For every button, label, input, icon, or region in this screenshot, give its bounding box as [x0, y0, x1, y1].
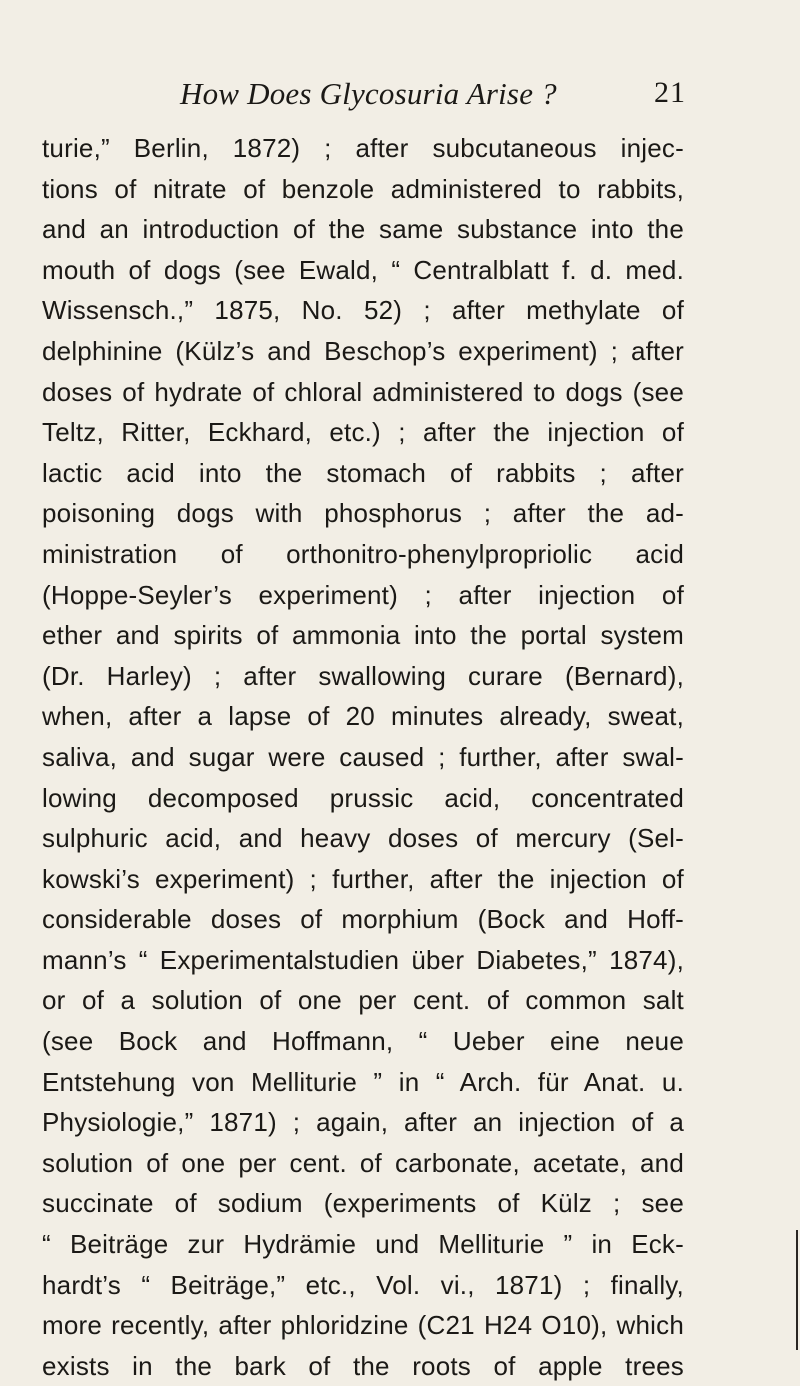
page-edge-shadow: [796, 1230, 798, 1350]
text-line: lactic acid into the stomach of rabbits ; after: [42, 457, 684, 488]
text-line: “ Beiträge zur Hydrämie und Melliturie ” in Eck-: [42, 1229, 684, 1260]
text-line: Teltz, Ritter, Eckhard, etc.) ; after the injection of: [42, 417, 684, 448]
text-line: (Dr. Harley) ; after swallowing curare (Bernard),: [42, 660, 684, 691]
text-line: (see Bock and Hoffmann, “ Ueber eine neue: [42, 1026, 684, 1057]
text-line: (Hoppe-Seyler’s experiment) ; after injection of: [42, 579, 684, 610]
text-line: delphinine (Külz’s and Beschop’s experiment) ; after: [42, 335, 684, 366]
text-line: Physiologie,” 1871) ; again, after an injection of a: [42, 1107, 684, 1138]
text-line: solution of one per cent. of carbonate, acetate, and: [42, 1147, 684, 1178]
page-header: [180, 76, 686, 112]
text-line: Wissensch.,” 1875, No. 52) ; after methylate of: [42, 295, 684, 326]
text-line: hardt’s “ Beiträge,” etc., Vol. vi., 1871) ; finally,: [42, 1269, 684, 1300]
running-title: How Does Glycosuria Arise ?: [180, 76, 557, 111]
page-number: 21: [654, 76, 686, 109]
text-line: poisoning dogs with phosphorus ; after the ad-: [42, 498, 684, 529]
text-line: considerable doses of morphium (Bock and Hoff-: [42, 904, 684, 935]
text-line: mouth of dogs (see Ewald, “ Centralblatt f. d. med.: [42, 254, 684, 285]
body-paragraph: [42, 128, 684, 1386]
text-line: doses of hydrate of chloral administered to dogs (see: [42, 376, 684, 407]
text-line: ether and spirits of ammonia into the portal system: [42, 620, 684, 651]
text-line: more recently, after phloridzine (C21 H24 O10), which: [42, 1310, 684, 1341]
text-line: when, after a lapse of 20 minutes already, sweat,: [42, 701, 684, 732]
text-line: ministration of orthonitro-phenylpropriolic acid: [42, 538, 684, 569]
text-line: saliva, and sugar were caused ; further, after swal-: [42, 741, 684, 772]
text-line: tions of nitrate of benzole administered to rabbits,: [42, 173, 684, 204]
text-line: mann’s “ Experimentalstudien über Diabetes,” 1874),: [42, 944, 684, 975]
text-line: exists in the bark of the roots of apple trees: [42, 1350, 684, 1381]
text-line: lowing decomposed prussic acid, concentrated: [42, 782, 684, 813]
text-line: Entstehung von Melliturie ” in “ Arch. für Anat. u.: [42, 1066, 684, 1097]
text-line: succinate of sodium (experiments of Külz ; see: [42, 1188, 684, 1219]
text-line: turie,” Berlin, 1872) ; after subcutaneous injec-: [42, 133, 684, 163]
text-line: or of a solution of one per cent. of common salt: [42, 985, 684, 1016]
text-line: and an introduction of the same substance into the: [42, 214, 684, 245]
text-line: kowski’s experiment) ; further, after the injection of: [42, 863, 684, 894]
text-line: sulphuric acid, and heavy doses of mercury (Sel-: [42, 823, 684, 854]
